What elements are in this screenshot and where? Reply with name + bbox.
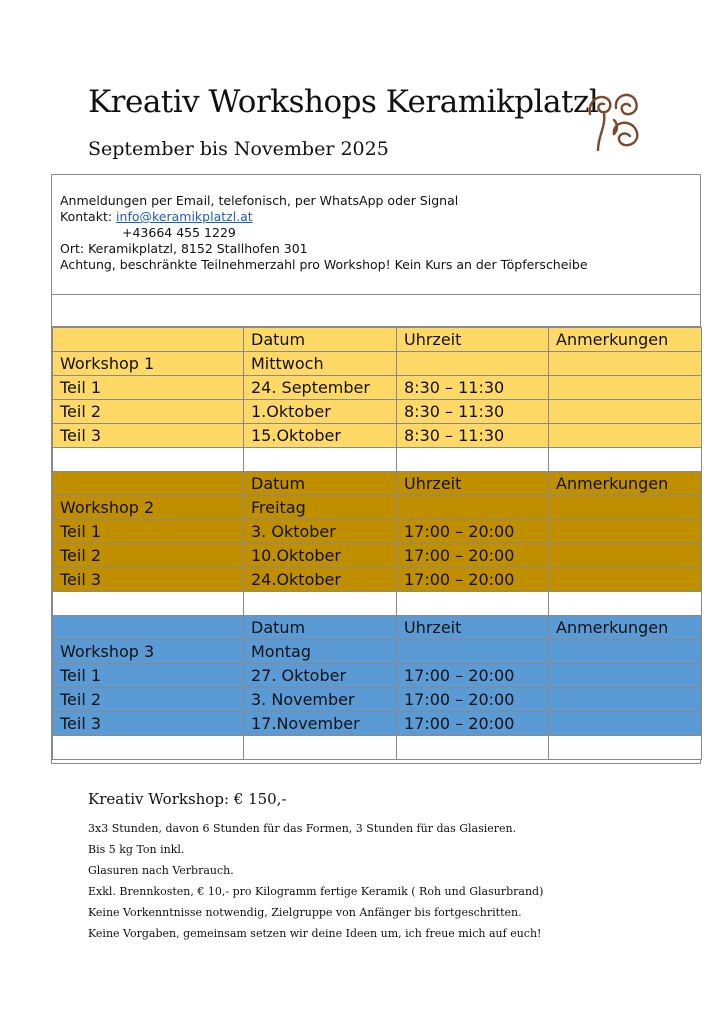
- part-time: 17:00 – 20:00: [397, 568, 549, 592]
- table-header-row: [53, 616, 702, 640]
- table-row: [53, 400, 702, 424]
- info-notice: Achtung, beschränkte Teilnehmerzahl pro Workshop! Kein Kurs an der Töpferscheibe: [60, 257, 588, 272]
- pricing-line: 3x3 Stunden, davon 6 Stunden für das Formen, 3 Stunden für das Glasieren.: [88, 822, 517, 835]
- part-date: 15.Oktober: [244, 424, 397, 448]
- part-note: [549, 520, 702, 544]
- column-header-anmerkungen: Anmerkungen: [549, 472, 702, 496]
- spiral-logo-icon: [584, 84, 656, 160]
- table-row: [53, 520, 702, 544]
- table-row: [53, 544, 702, 568]
- page-subtitle: September bis November 2025: [88, 138, 389, 160]
- column-header-datum: Datum: [244, 328, 397, 352]
- part-label: Teil 2: [53, 400, 244, 424]
- part-date: 10.Oktober: [244, 544, 397, 568]
- part-label: Teil 1: [53, 520, 244, 544]
- table-header-row: [53, 472, 702, 496]
- part-date: 24.Oktober: [244, 568, 397, 592]
- workshop-name: Workshop 1: [53, 352, 244, 376]
- part-time: 8:30 – 11:30: [397, 400, 549, 424]
- part-label: Teil 1: [53, 664, 244, 688]
- workshop-name: Workshop 2: [53, 496, 244, 520]
- pricing-line: Exkl. Brennkosten, € 10,- pro Kilogramm fertige Keramik ( Roh und Glasurbrand): [88, 885, 544, 898]
- table-header-row: [53, 328, 702, 352]
- info-registration: Anmeldungen per Email, telefonisch, per WhatsApp oder Signal: [60, 193, 459, 208]
- workshop-row: [53, 496, 702, 520]
- part-note: [549, 424, 702, 448]
- pricing-line: Glasuren nach Verbrauch.: [88, 864, 234, 877]
- part-label: Teil 1: [53, 376, 244, 400]
- part-time: 8:30 – 11:30: [397, 424, 549, 448]
- workshop-day: Montag: [244, 640, 397, 664]
- spacer-row: [53, 736, 702, 760]
- table-row: [53, 712, 702, 736]
- column-header-anmerkungen: Anmerkungen: [549, 328, 702, 352]
- part-time: 17:00 – 20:00: [397, 664, 549, 688]
- part-date: 17.November: [244, 712, 397, 736]
- part-label: Teil 2: [53, 688, 244, 712]
- part-time: 17:00 – 20:00: [397, 544, 549, 568]
- part-date: 3. Oktober: [244, 520, 397, 544]
- column-header-uhrzeit: Uhrzeit: [397, 328, 549, 352]
- spacer-row: [53, 592, 702, 616]
- table-row: [53, 376, 702, 400]
- part-time: 17:00 – 20:00: [397, 712, 549, 736]
- part-label: Teil 3: [53, 712, 244, 736]
- info-panel: [52, 175, 700, 295]
- column-header-anmerkungen: Anmerkungen: [549, 616, 702, 640]
- table-row: [53, 688, 702, 712]
- part-note: [549, 400, 702, 424]
- part-label: Teil 2: [53, 544, 244, 568]
- part-note: [549, 568, 702, 592]
- blank-row: [52, 295, 700, 327]
- part-note: [549, 376, 702, 400]
- column-header-uhrzeit: Uhrzeit: [397, 472, 549, 496]
- part-time: 17:00 – 20:00: [397, 688, 549, 712]
- part-date: 24. September: [244, 376, 397, 400]
- column-header-datum: Datum: [244, 616, 397, 640]
- part-time: 8:30 – 11:30: [397, 376, 549, 400]
- info-contact-line: [60, 209, 700, 225]
- table-row: [53, 664, 702, 688]
- schedule-table: [52, 327, 702, 760]
- spacer-row: [53, 448, 702, 472]
- contact-label: Kontakt:: [60, 209, 113, 224]
- email-link[interactable]: info@keramikplatzl.at: [116, 209, 253, 224]
- table-row: [53, 424, 702, 448]
- workshop-day: Freitag: [244, 496, 397, 520]
- part-note: [549, 712, 702, 736]
- info-phone: +43664 455 1229: [122, 225, 236, 240]
- workshop-name: Workshop 3: [53, 640, 244, 664]
- part-date: 1.Oktober: [244, 400, 397, 424]
- pricing-line: Keine Vorgaben, gemeinsam setzen wir deine Ideen um, ich freue mich auf euch!: [88, 927, 542, 940]
- part-time: 17:00 – 20:00: [397, 520, 549, 544]
- info-location: Ort: Keramikplatzl, 8152 Stallhofen 301: [60, 241, 308, 256]
- part-note: [549, 664, 702, 688]
- part-note: [549, 544, 702, 568]
- workshop-row: [53, 640, 702, 664]
- schedule-box: [51, 174, 701, 764]
- column-header-datum: Datum: [244, 472, 397, 496]
- part-label: Teil 3: [53, 568, 244, 592]
- part-date: 3. November: [244, 688, 397, 712]
- part-date: 27. Oktober: [244, 664, 397, 688]
- workshop-row: [53, 352, 702, 376]
- pricing-line: Keine Vorkenntnisse notwendig, Zielgruppe von Anfänger bis fortgeschritten.: [88, 906, 522, 919]
- part-note: [549, 688, 702, 712]
- table-row: [53, 568, 702, 592]
- pricing-heading: Kreativ Workshop: € 150,-: [88, 790, 287, 808]
- page-title: Kreativ Workshops Keramikplatzl: [88, 84, 599, 120]
- column-header-uhrzeit: Uhrzeit: [397, 616, 549, 640]
- workshop-day: Mittwoch: [244, 352, 397, 376]
- pricing-section: [88, 790, 543, 944]
- part-label: Teil 3: [53, 424, 244, 448]
- pricing-line: Bis 5 kg Ton inkl.: [88, 843, 185, 856]
